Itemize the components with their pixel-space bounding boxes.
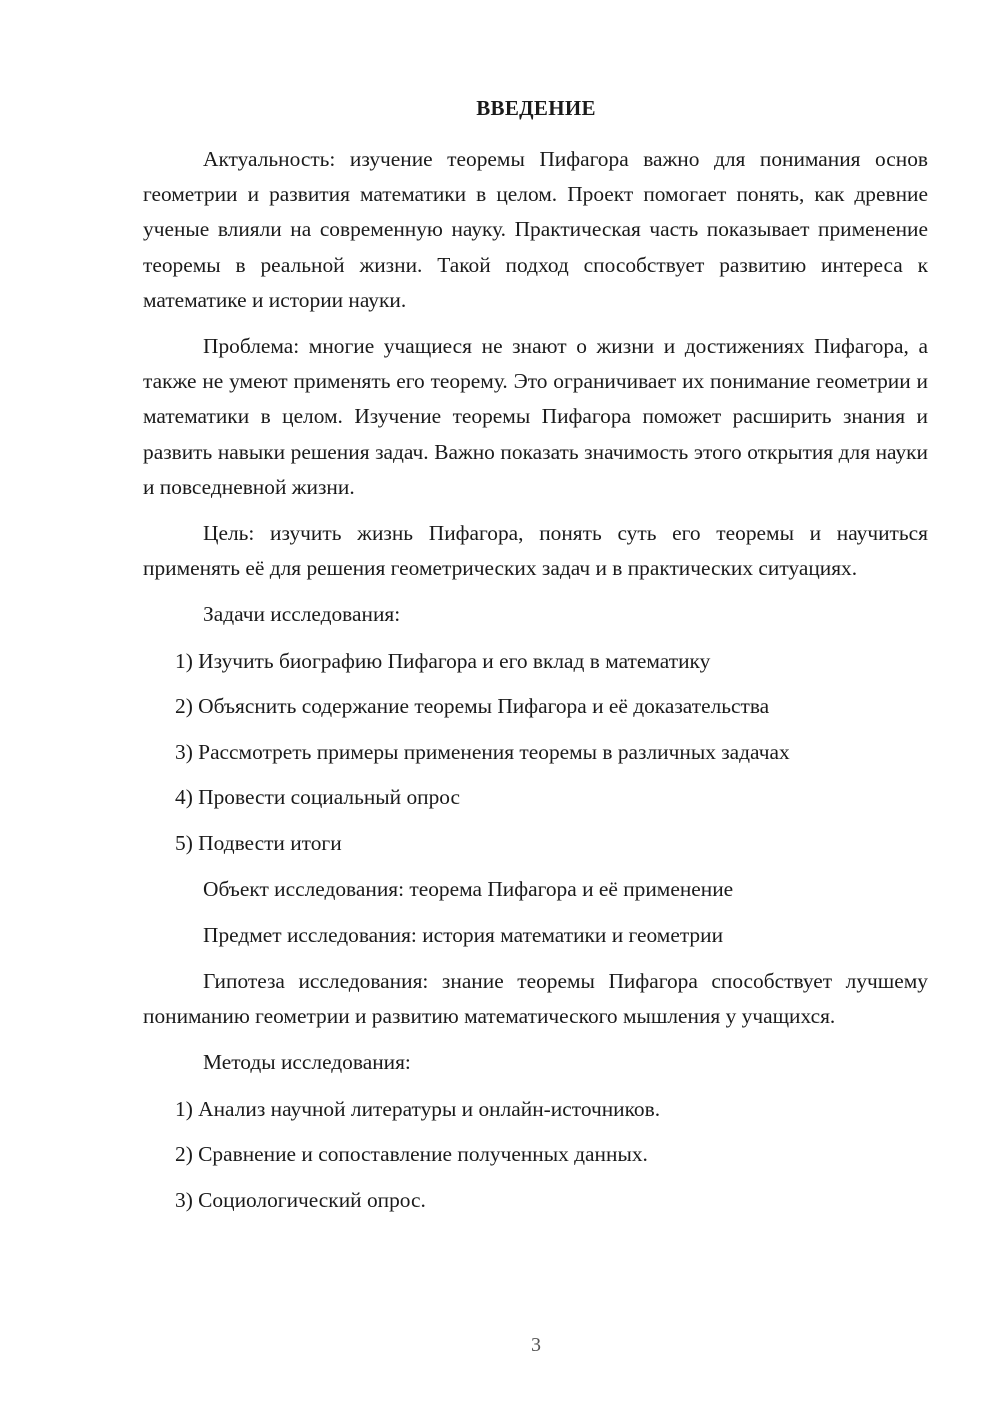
list-item: 3) Рассмотреть примеры применения теоремы в различных задачах xyxy=(175,739,790,764)
problem-paragraph: Проблема: многие учащиеся не знают о жизни и достижениях Пифагора, а также не умеют применять его теорему. Это ограничивает их понимание геометрии и математики в целом. Изучение теоремы Пифагора поможет расширить знания и развить навыки решения задач. Важно показать значимость этого открытия для науки и повседневной жизни. xyxy=(143,334,928,499)
methods-list xyxy=(143,1092,928,1218)
list-item: 2) Сравнение и сопоставление полученных данных. xyxy=(175,1142,648,1167)
page-content xyxy=(143,142,928,1228)
goal-paragraph: Цель: изучить жизнь Пифагора, понять суть его теоремы и научиться применять её для решения геометрических задач и в практических ситуациях. xyxy=(143,521,928,581)
hypothesis-paragraph: Гипотеза исследования: знание теоремы Пифагора способствует лучшему пониманию геометрии и развитию математического мышления у учащихся. xyxy=(143,969,928,1029)
relevance-paragraph: Актуальность: изучение теоремы Пифагора важно для понимания основ геометрии и развития математики в целом. Проект помогает понять, как древние ученые влияли на современную науку. Практическая часть показывает применение теоремы в реальной жизни. Такой подход способствует развитию интереса к математике и истории науки. xyxy=(143,147,928,312)
list-item: 4) Провести социальный опрос xyxy=(175,785,461,810)
list-item: 5) Подвести итоги xyxy=(175,831,342,856)
list-item: 1) Анализ научной литературы и онлайн-источников. xyxy=(175,1096,661,1121)
tasks-list xyxy=(143,644,928,862)
object-paragraph: Объект исследования: теорема Пифагора и её применение xyxy=(203,876,734,901)
page-number: 3 xyxy=(531,1334,541,1356)
list-item: 3) Социологический опрос. xyxy=(175,1187,426,1212)
list-item: 2) Объяснить содержание теоремы Пифагора и её доказательства xyxy=(175,694,770,719)
tasks-heading: Задачи исследования: xyxy=(203,602,401,627)
list-item: 1) Изучить биографию Пифагора и его вклад в математику xyxy=(175,648,711,673)
methods-heading: Методы исследования: xyxy=(203,1050,411,1075)
page-title: ВВЕДЕНИЕ xyxy=(476,96,596,120)
subject-paragraph: Предмет исследования: история математики и геометрии xyxy=(203,922,724,947)
